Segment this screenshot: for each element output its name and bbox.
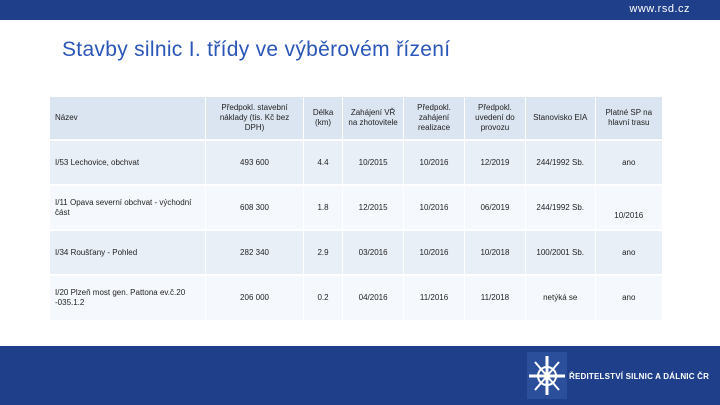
interchange-logo-icon	[527, 352, 567, 399]
cell-opening: 06/2019	[464, 185, 525, 230]
top-bar	[0, 0, 720, 20]
table-row	[50, 185, 663, 230]
table-row	[50, 230, 663, 275]
cell-opening: 11/2018	[464, 275, 525, 320]
cell-opening: 12/2019	[464, 140, 525, 185]
cell-tender-start: 12/2015	[343, 185, 404, 230]
cell-building-permit: ano	[595, 230, 662, 275]
cell-building-permit: ano	[595, 140, 662, 185]
cell-cost: 206 000	[206, 275, 304, 320]
column-header-building-permit: Platné SP na hlavní trasu	[595, 97, 662, 140]
column-header-tender-start: Zahájení VŘ na zhotovitele	[343, 97, 404, 140]
page-title: Stavby silnic I. třídy ve výběrovém řízení	[62, 38, 451, 61]
cell-building-permit: ano	[595, 275, 662, 320]
cell-length: 1.8	[303, 185, 342, 230]
column-header-construction-start: Předpokl. zahájení realizace	[404, 97, 465, 140]
cell-name: I/11 Opava severní obchvat - východní část	[50, 185, 206, 230]
cell-cost: 608 300	[206, 185, 304, 230]
cell-opening: 10/2018	[464, 230, 525, 275]
cell-name: I/20 Plzeň most gen. Pattona ev.č.20 -035.1.2	[50, 275, 206, 320]
table-header-row	[50, 97, 663, 140]
column-header-opening: Předpokl. uvedení do provozu	[464, 97, 525, 140]
cell-eia: netýká se	[525, 275, 595, 320]
site-url[interactable]: www.rsd.cz	[629, 3, 690, 15]
cell-name: I/53 Lechovice, obchvat	[50, 140, 206, 185]
cell-tender-start: 04/2016	[343, 275, 404, 320]
cell-construction-start: 10/2016	[404, 230, 465, 275]
cell-eia: 244/1992 Sb.	[525, 185, 595, 230]
projects-table	[50, 97, 663, 320]
cell-name: I/34 Roušťany - Pohled	[50, 230, 206, 275]
cell-length: 0.2	[303, 275, 342, 320]
cell-cost: 493 600	[206, 140, 304, 185]
cell-eia: 100/2001 Sb.	[525, 230, 595, 275]
column-header-cost: Předpokl. stavební náklady (tis. Kč bez DPH)	[206, 97, 304, 140]
cell-construction-start: 10/2016	[404, 185, 465, 230]
cell-length: 2.9	[303, 230, 342, 275]
cell-tender-start: 10/2015	[343, 140, 404, 185]
cell-building-permit: 10/2016	[595, 185, 662, 230]
cell-tender-start: 03/2016	[343, 230, 404, 275]
organization-name: ŘEDITELSTVÍ SILNIC A DÁLNIC ČR	[569, 372, 710, 381]
table-row	[50, 275, 663, 320]
column-header-length: Délka (km)	[303, 97, 342, 140]
table-row	[50, 140, 663, 185]
cell-construction-start: 11/2016	[404, 275, 465, 320]
cell-cost: 282 340	[206, 230, 304, 275]
column-header-eia: Stanovisko EIA	[525, 97, 595, 140]
cell-length: 4.4	[303, 140, 342, 185]
cell-eia: 244/1992 Sb.	[525, 140, 595, 185]
cell-construction-start: 10/2016	[404, 140, 465, 185]
column-header-name: Název	[50, 97, 206, 140]
